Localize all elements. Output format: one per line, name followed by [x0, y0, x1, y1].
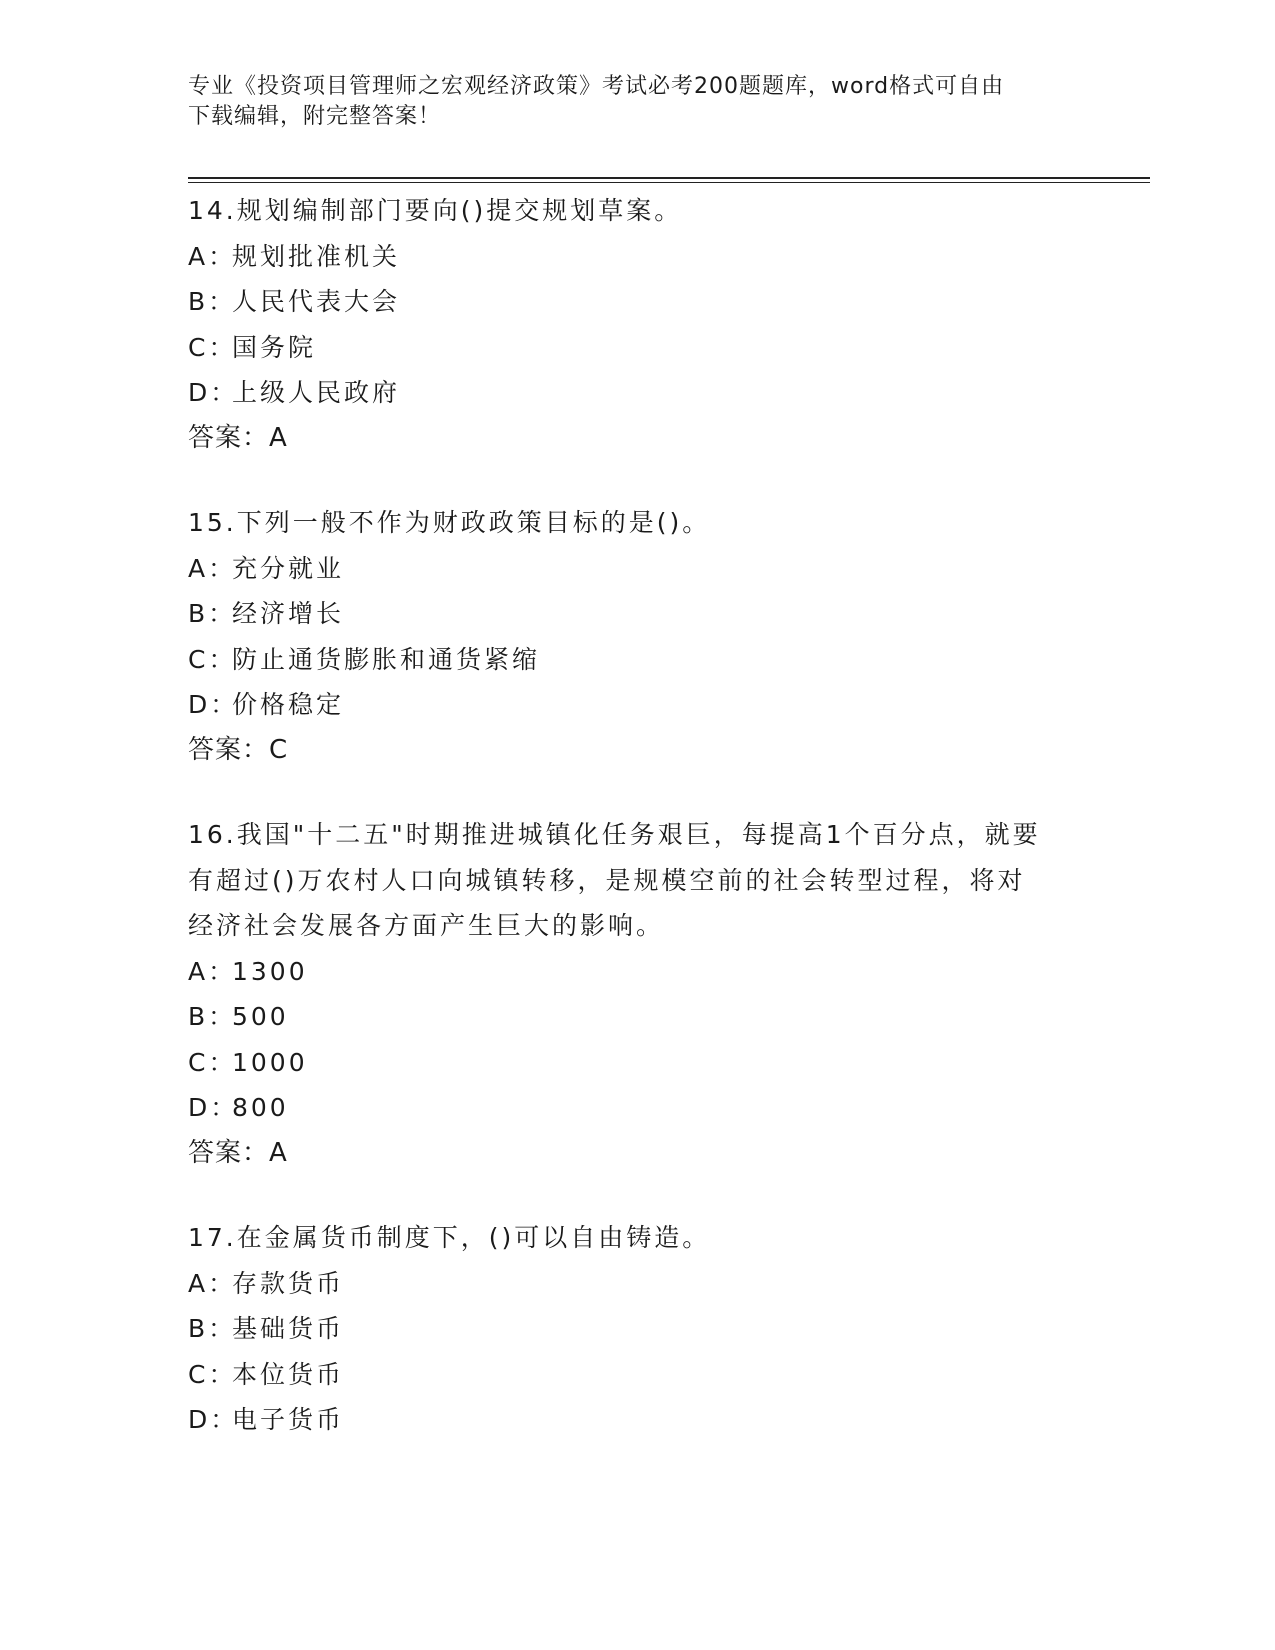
option-key: A：: [188, 1268, 237, 1298]
option-text: 电子货币: [232, 1405, 345, 1434]
option-d: [188, 370, 1088, 416]
option-key: A：: [188, 956, 237, 986]
question-stem: 15.下列一般不作为财政政策目标的是()。: [188, 508, 711, 537]
option-b: [188, 591, 1088, 637]
document-header: [188, 72, 1088, 132]
question-stem-line-1: 16.我国"十二五"时期推进城镇化任务艰巨，每提高1个百分点，就要: [188, 820, 1041, 849]
option-c: [188, 637, 1088, 683]
option-key: C：: [188, 1047, 237, 1077]
question-stem-line-2: 有超过()万农村人口向城镇转移，是规模空前的社会转型过程，将对: [188, 865, 1026, 895]
question-list: [188, 188, 1088, 1482]
option-text: 规划批准机关: [232, 241, 401, 271]
option-key: C：: [188, 644, 237, 674]
option-text: 存款货币: [232, 1268, 345, 1298]
answer: 答案：A: [188, 422, 288, 453]
option-text: 500: [232, 1002, 289, 1031]
option-key: A：: [188, 241, 237, 271]
option-d: [188, 1085, 1088, 1131]
option-text: 1000: [232, 1047, 308, 1077]
answer: 答案：A: [188, 1137, 288, 1168]
header-line-1: 专业《投资项目管理师之宏观经济政策》考试必考200题题库，word格式可自由: [188, 74, 1005, 99]
header-divider-thick: [188, 177, 1150, 179]
header-line-2: 下载编辑，附完整答案！: [188, 104, 442, 129]
option-a: [188, 949, 1088, 995]
option-d: [188, 1397, 1088, 1443]
option-text: 国务院: [232, 332, 317, 362]
option-key: A：: [188, 553, 237, 583]
option-text: 本位货币: [232, 1359, 345, 1389]
answer: 答案：C: [188, 734, 289, 765]
option-a: [188, 1261, 1088, 1307]
option-key: C：: [188, 1359, 237, 1389]
option-c: [188, 325, 1088, 371]
option-key: D：: [188, 690, 239, 719]
option-text: 800: [232, 1093, 289, 1122]
option-text: 经济增长: [232, 599, 345, 628]
option-c: [188, 1040, 1088, 1086]
option-b: [188, 994, 1088, 1040]
option-key: D：: [188, 378, 239, 407]
question-17: [188, 1215, 1088, 1443]
option-b: [188, 279, 1088, 325]
question-16: [188, 812, 1088, 1176]
option-a: [188, 546, 1088, 592]
option-d: [188, 682, 1088, 728]
option-c: [188, 1352, 1088, 1398]
option-text: 人民代表大会: [232, 287, 401, 316]
option-text: 充分就业: [232, 553, 345, 583]
option-text: 基础货币: [232, 1314, 345, 1343]
option-b: [188, 1306, 1088, 1352]
option-key: D：: [188, 1405, 239, 1434]
question-stem: 14.规划编制部门要向()提交规划草案。: [188, 196, 683, 225]
option-key: C：: [188, 332, 237, 362]
header-divider-thin: [188, 182, 1150, 183]
option-key: B：: [188, 1314, 237, 1343]
option-key: B：: [188, 599, 237, 628]
option-key: D：: [188, 1093, 239, 1122]
option-key: B：: [188, 1002, 237, 1031]
option-text: 防止通货膨胀和通货紧缩: [232, 644, 541, 674]
option-a: [188, 234, 1088, 280]
option-text: 1300: [232, 956, 308, 986]
option-text: 上级人民政府: [232, 378, 401, 407]
question-15: [188, 500, 1088, 773]
question-14: [188, 188, 1088, 461]
question-stem: 17.在金属货币制度下，()可以自由铸造。: [188, 1223, 711, 1252]
option-text: 价格稳定: [232, 690, 345, 719]
question-stem-line-3: 经济社会发展各方面产生巨大的影响。: [188, 911, 665, 940]
option-key: B：: [188, 287, 237, 316]
